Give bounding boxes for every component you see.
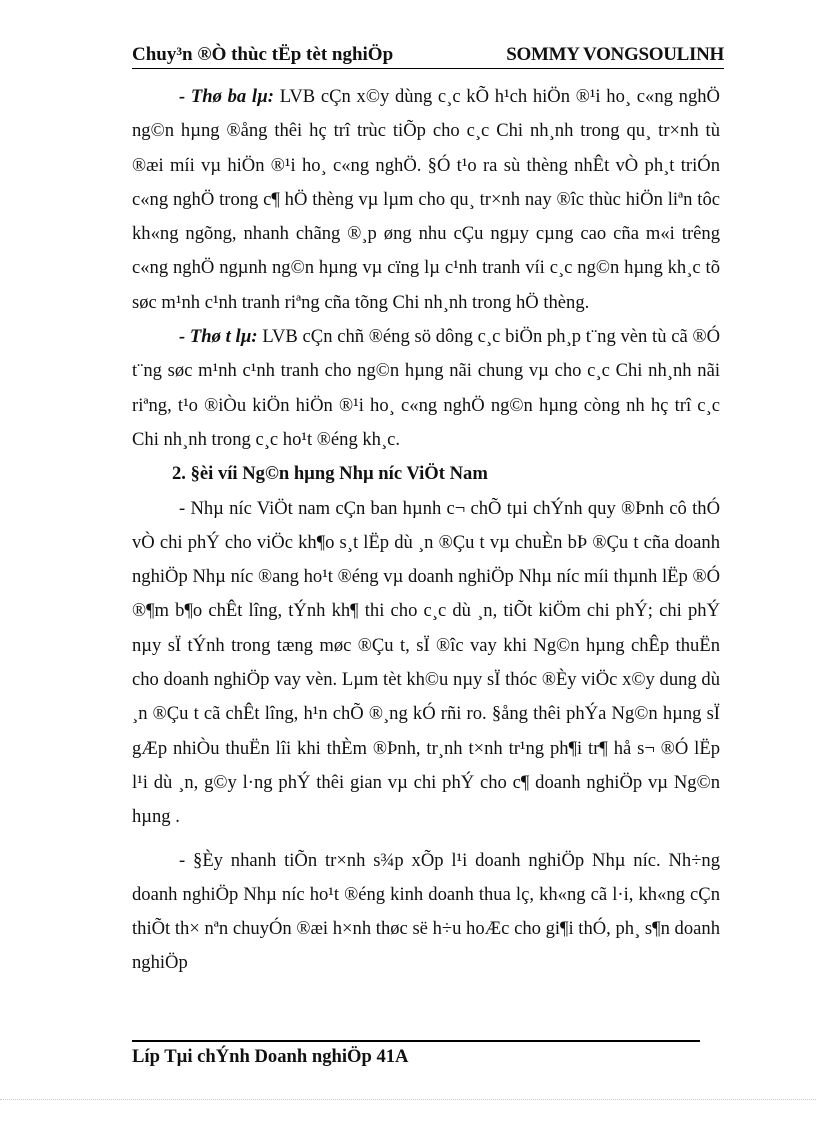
footer-divider — [132, 1040, 700, 1042]
paragraph-lead: - Thø ba lµ: — [179, 86, 274, 107]
paragraph-lead: - Thø t lµ: — [179, 326, 258, 348]
paragraph-restructuring: - §Èy nhanh tiÕn tr×nh s¾p xÕp l¹i doanh nghiÖp Nhµ níc. Nh÷ng doanh nghiÖp Nhµ níc ho¹t ®éng kinh doanh thua lç, kh«ng cã l·i, kh«ng cÇn thiÕt th× nªn chuyÓn ®æi h×nh thøc së h÷u hoÆc cho gi¶i thÓ, ph¸ s¶n doanh nghiÖp — [132, 849, 720, 974]
paragraph-third-point — [132, 80, 720, 320]
paragraph-text: LVB cÇn x©y dùng c¸c kÕ h¹ch hiÖn ®¹i ho¸ c«ng nghÖ ng©n hµng ®ång thêi hç trî trùc tiÕp cho c¸c Chi nh¸nh trong qu¸ tr×nh tù ®æi míi vµ hiÖn ®¹i ho¸ c«ng nghÖ. §Ó t¹o ra sù thèng nhÊt vÒ ph¸t triÓn c«ng nghÖ trong c¶ hÖ thèng vµ lµm cho qu¸ tr×nh nay ®îc thùc hiÖn liªn tôc kh«ng ngõng, nhanh chãng ®¸p øng nhu cÇu ngµy cµng cao cña m«i trêng c«ng nghÖ ngµnh ng©n hµng vµ cïng lµ c¹nh tranh víi c¸c ng©n hµng kh¸c tõ søc m¹nh c¹nh tranh riªng cña tõng Chi nh¸nh trong hÖ thèng. — [132, 86, 720, 313]
page-header — [132, 44, 724, 69]
paragraph-fourth-point — [132, 320, 720, 457]
document-body — [132, 80, 720, 981]
paragraph-text: LVB cÇn chñ ®éng sö dông c¸c biÖn ph¸p t¨ng vèn tù cã ®Ó t¨ng søc m¹nh c¹nh tranh cho ng©n hµng nãi chung vµ cho c¸c Chi nh¸nh nãi riªng, t¹o ®iÒu kiÖn hiÖn ®¹i ho¸ c«ng nghÖ ng©n hµng còng nh hç trî c¸c Chi nh¸nh trong c¸c ho¹t ®éng kh¸c. — [132, 326, 721, 450]
header-title: Chuy³n ®Ò thùc tËp tèt nghiÖp — [132, 44, 394, 65]
paragraph-state-bank: - Nhµ níc ViÖt nam cÇn ban hµnh c¬ chÕ tµi chÝnh quy ®Þnh cô thÓ vÒ chi phÝ cho viÖc kh¶o s¸t lËp dù ¸n ®Çu t vµ chuÈn bÞ ®Çu t cña doanh nghiÖp Nhµ níc ®ang ho¹t ®éng vµ doanh nghiÖp Nhµ níc míi thµnh lËp ®Ó ®¶m b¶o chÊt lîng, tÝnh kh¶ thi cho c¸c dù ¸n, tiÕt kiÖm chi phÝ; chi phÝ nµy sÏ tÝnh trong tæng møc ®Çu t, sÏ ®îc vay khi Ng©n hµng chÊp thuËn cho doanh nghiÖp vay vèn. Lµm tèt kh©u nµy sÏ thóc ®Èy viÖc x©y dung dù ¸n ®Çu t cã chÊt lîng, h¹n chÕ ®¸ng kÓ rñi ro. §ång thêi phÝa Ng©n hµng sÏ gÆp nhiÒu thuËn lîi khi thÈm ®Þnh, tr¸nh t×nh tr¹ng ph¶i tr¶ hå s¬ ®Ó lËp l¹i dù ¸n, g©y l·ng phÝ thêi gian vµ chi phÝ cho c¶ doanh nghiÖp vµ Ng©n hµng . — [132, 497, 720, 828]
header-author: SOMMY VONGSOULINH — [506, 44, 724, 65]
section-heading: 2. §èi víi Ng©n hµng Nhµ níc ViÖt Nam — [172, 463, 488, 485]
page-footer: Líp Tµi chÝnh Doanh nghiÖp 41A — [132, 1046, 409, 1067]
page-edge-divider — [0, 1099, 816, 1100]
